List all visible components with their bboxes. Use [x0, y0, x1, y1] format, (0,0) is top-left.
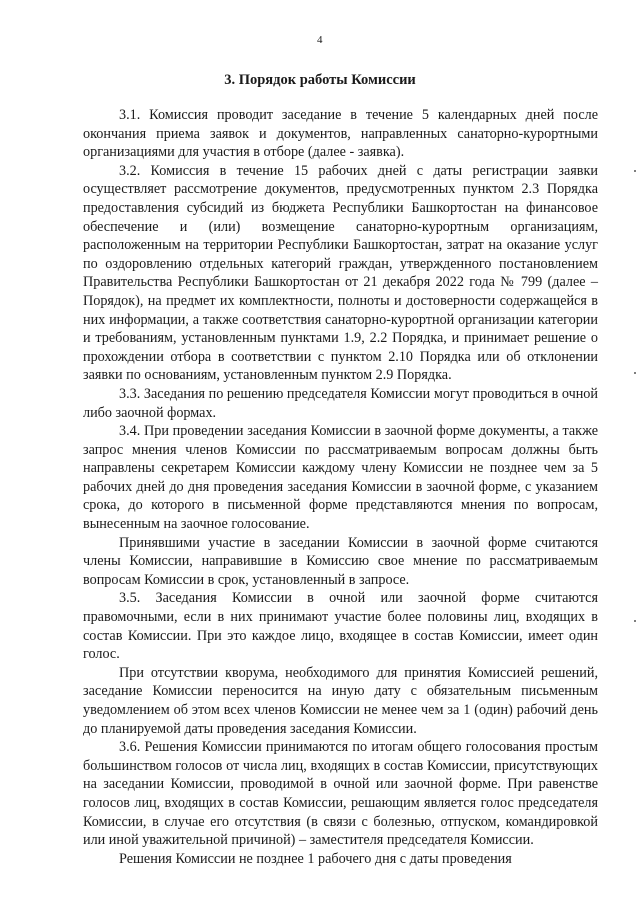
- paragraph-3-4-continued: Принявшими участие в заседании Комиссии в заочной форме считаются члены Комиссии, направившие в Комиссию свое мнение по рассматриваемым вопросам Комиссии в срок, установленный в запросе.: [83, 534, 598, 588]
- paragraph-3-5: 3.5. Заседания Комиссии в очной или заочной форме считаются правомочными, если в них принимают участие более половины лиц, входящих в состав Комиссии. При это каждое лицо, входящее в состав Комиссии, имеет один голос.: [83, 590, 598, 663]
- paragraph-3-4: 3.4. При проведении заседания Комиссии в заочной форме документы, а также запрос мнения членов Комиссии по рассматриваемым вопросам должны быть направлены секретарем Комиссии каждому члену Комиссии не позднее чем за 5 рабочих дней до дня проведения заседания Комиссии в заочной форме, с указанием срока, до которого в письменной форме представляются мнения по вопросам, вынесенным на заочное голосование.: [83, 423, 598, 533]
- paragraph-3-6: 3.6. Решения Комиссии принимаются по итогам общего голосования простым большинством голосов от числа лиц, входящих в состав Комиссии, присутствующих на заседании Комиссии, проводимой в очной или заочной форме. При равенстве голосов лиц, входящих в состав Комиссии, решающим является голос председателя Комиссии, в случае его отсутствия (в связи с болезнью, отпуском, командировкой или иной уважительной причиной) – заместителя председателя Комиссии.: [83, 739, 598, 849]
- scan-edge-mark: [634, 372, 636, 374]
- paragraph-3-3: 3.3. Заседания по решению председателя Комиссии могут проводиться в очной либо заочной формах.: [83, 385, 598, 421]
- scan-edge-mark: [634, 170, 636, 172]
- paragraph-3-1: 3.1. Комиссия проводит заседание в течение 5 календарных дней после окончания приема заявок и документов, направленных санаторно-курортными организациями для участия в отборе (далее - заявка).: [83, 107, 598, 161]
- scan-edge-mark: [634, 620, 636, 622]
- page-number: 4: [317, 34, 323, 46]
- document-body: [83, 106, 598, 868]
- paragraph-3-6-continued: Решения Комиссии не позднее 1 рабочего дня с даты проведения: [119, 850, 512, 867]
- paragraph-3-2: 3.2. Комиссия в течение 15 рабочих дней с даты регистрации заявки осуществляет рассмотрение документов, предусмотренных пунктом 2.3 Порядка предоставления субсидий из бюджета Республики Башкортостан на финансовое обеспечение и (или) возмещение санаторно-курортным организациям, расположенным на территории Республики Башкортостан, затрат на оказание услуг по оздоровлению отдельных категорий граждан, утвержденного постановлением Правительства Республики Башкортостан от 21 декабря 2022 года № 799 (далее – Порядок), на предмет их комплектности, полноты и достоверности содержащейся в них информации, а также соответствия санаторно-курортной организации категории и требованиям, установленным пунктами 1.9, 2.2 Порядка, и принимает решение о прохождении отбора в соответствии с пунктом 2.10 Порядка или об отклонении заявки по основаниям, установленным пунктом 2.9 Порядка.: [83, 162, 598, 384]
- paragraph-3-5-continued: При отсутствии кворума, необходимого для принятия Комиссией решений, заседание Комиссии переносится на иную дату с обязательным письменным уведомлением об этом всех членов Комиссии не менее чем за 1 (один) рабочий день до планируемой даты проведения заседания Комиссии.: [83, 664, 598, 737]
- section-title: 3. Порядок работы Комиссии: [224, 72, 416, 88]
